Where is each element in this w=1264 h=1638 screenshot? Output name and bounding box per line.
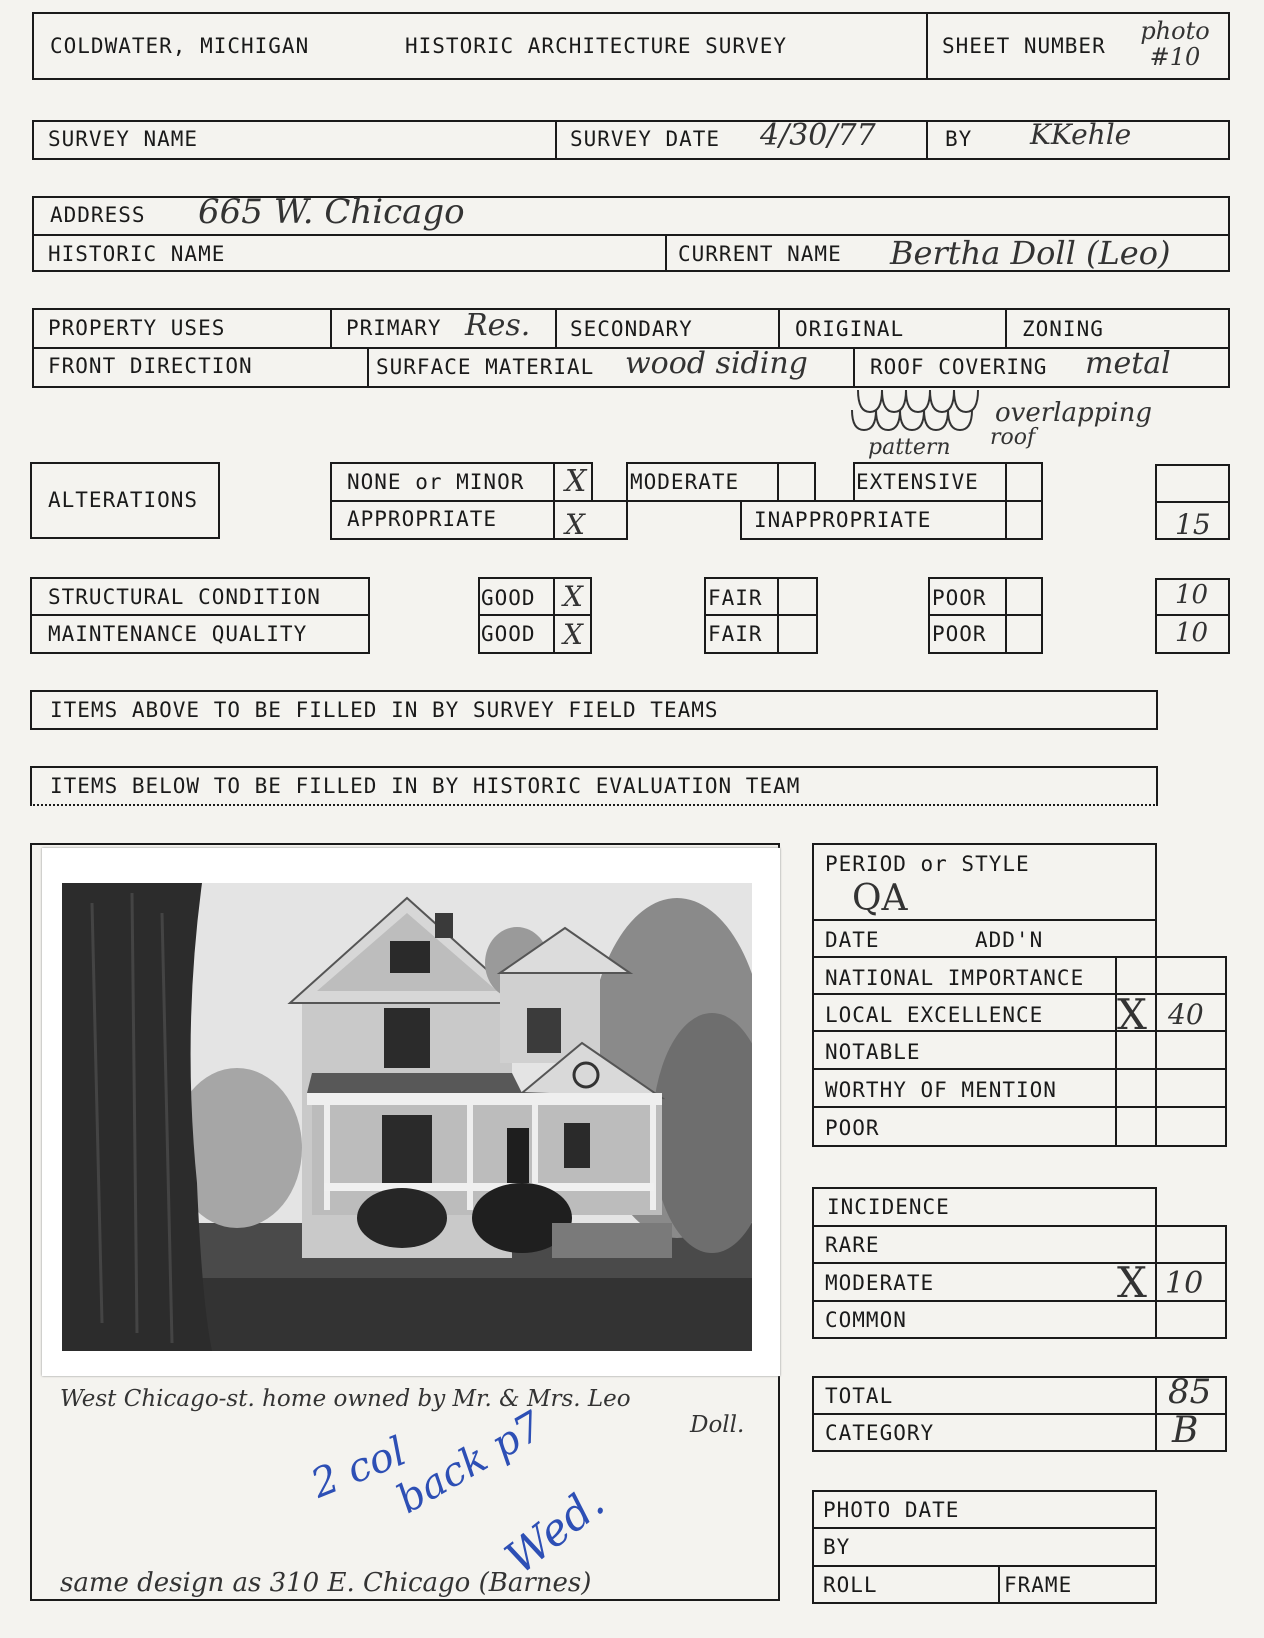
primary-label: PRIMARY: [346, 316, 442, 340]
moderate-label: MODERATE: [630, 470, 740, 494]
roof-covering-label: ROOF COVERING: [870, 355, 1048, 379]
alterations-score-line: [1155, 501, 1230, 503]
category-value: B: [1172, 1410, 1199, 1451]
roof-note-2: roof: [990, 425, 1036, 450]
surface-material-value: wood siding: [625, 346, 808, 381]
local-score: 40: [1168, 998, 1204, 1031]
photo-info-line-1: [812, 1527, 1157, 1529]
address-value: 665 W. Chicago: [198, 192, 465, 232]
blue-note-2: back p7: [389, 1403, 551, 1523]
total-label: TOTAL: [825, 1384, 894, 1408]
structural-score: 10: [1175, 580, 1209, 610]
address-label: ADDRESS: [50, 203, 146, 227]
secondary-label: SECONDARY: [570, 317, 693, 341]
blue-note-1: 2 col: [304, 1428, 413, 1508]
front-direction-label: FRONT DIRECTION: [48, 354, 253, 378]
city-label: COLDWATER, MICHIGAN: [50, 34, 310, 58]
worthy-label: WORTHY OF MENTION: [825, 1078, 1057, 1102]
poor-label-2: POOR: [932, 622, 987, 646]
photo-info-div: [998, 1565, 1000, 1604]
category-label: CATEGORY: [825, 1421, 935, 1445]
importance-line-2: [812, 1030, 1227, 1032]
maintenance-mark: X: [563, 618, 583, 651]
condition-score-line: [1155, 614, 1230, 616]
blue-note-3: Wed.: [495, 1476, 614, 1585]
zoning-label: ZONING: [1022, 317, 1104, 341]
inc-moderate-score: 10: [1165, 1266, 1204, 1301]
surface-material-label: SURFACE MATERIAL: [376, 355, 595, 379]
appropriate-mark: X: [565, 508, 585, 541]
importance-div-2: [1155, 956, 1157, 1147]
none-minor-label: NONE or MINOR: [347, 470, 525, 494]
poor-label-1: POOR: [932, 586, 987, 610]
national-label: NATIONAL IMPORTANCE: [825, 966, 1085, 990]
structural-mark: X: [563, 580, 583, 613]
property-div-1: [330, 308, 332, 348]
fair-label-2: FAIR: [708, 622, 763, 646]
appropriate-label: APPROPRIATE: [347, 507, 498, 531]
common-label: COMMON: [825, 1308, 907, 1332]
primary-value: Res.: [465, 308, 531, 343]
current-name-value: Bertha Doll (Leo): [890, 234, 1171, 272]
moderate-div: [777, 462, 779, 502]
photo-date-label: PHOTO DATE: [823, 1498, 960, 1522]
survey-date-value: 4/30/77: [760, 118, 876, 153]
original-label: ORIGINAL: [795, 317, 905, 341]
property-div-4: [1005, 308, 1007, 348]
inappropriate-label: INAPPROPRIATE: [754, 508, 932, 532]
property-uses-label: PROPERTY USES: [48, 316, 226, 340]
importance-line-1: [812, 993, 1227, 995]
fair-div: [777, 577, 779, 654]
above-note: ITEMS ABOVE TO BE FILLED IN BY SURVEY FIELD TEAMS: [50, 698, 719, 722]
bottom-note: same design as 310 E. Chicago (Barnes): [60, 1568, 592, 1598]
house-photo-image: [62, 883, 752, 1351]
roof-note-1: overlapping: [995, 398, 1152, 428]
header-divider: [926, 12, 928, 80]
local-label: LOCAL EXCELLENCE: [825, 1003, 1044, 1027]
notable-label: NOTABLE: [825, 1040, 921, 1064]
period-label: PERIOD or STYLE: [825, 852, 1030, 876]
none-check-right: [591, 462, 593, 502]
house-photograph: [42, 848, 780, 1376]
extensive-label: EXTENSIVE: [856, 470, 979, 494]
sheet-number-value: photo #10: [1140, 17, 1210, 71]
photo-caption-2: Doll.: [690, 1412, 745, 1438]
property-div-3: [778, 308, 780, 348]
property-div-2: [555, 308, 557, 348]
survey-title: HISTORIC ARCHITECTURE SURVEY: [405, 34, 788, 58]
maintenance-label: MAINTENANCE QUALITY: [48, 622, 308, 646]
rare-label: RARE: [825, 1233, 880, 1257]
addn-label: ADD'N: [975, 928, 1044, 952]
roof-covering-value: metal: [1085, 346, 1171, 381]
importance-line-3: [812, 1068, 1227, 1070]
date-label: DATE: [825, 928, 880, 952]
property-div-6: [853, 347, 855, 388]
period-value: QA: [852, 878, 908, 919]
incidence-line-1: [812, 1262, 1227, 1264]
by-label: BY: [945, 127, 973, 151]
condition-label-line: [30, 614, 370, 616]
period-line: [812, 919, 1157, 921]
importance-line-4: [812, 1106, 1227, 1108]
poor-div: [1005, 577, 1007, 654]
incidence-label: INCIDENCE: [827, 1195, 950, 1219]
none-minor-mark: X: [565, 464, 587, 499]
good-line: [478, 614, 592, 616]
survey-divider-2: [926, 120, 928, 160]
structural-label: STRUCTURAL CONDITION: [48, 585, 321, 609]
importance-div: [1115, 956, 1117, 1147]
frame-label: FRAME: [1004, 1573, 1073, 1597]
good-label-1: GOOD: [481, 586, 536, 610]
poor-line: [928, 614, 1043, 616]
eval-poor-label: POOR: [825, 1116, 880, 1140]
photo-caption-1: West Chicago-st. home owned by Mr. & Mrs. Leo: [60, 1386, 631, 1412]
total-value: 85: [1168, 1372, 1212, 1412]
inc-moderate-label: MODERATE: [825, 1271, 935, 1295]
address-divider: [665, 234, 667, 272]
survey-divider-1: [555, 120, 557, 160]
by-value: KKehle: [1030, 118, 1132, 151]
inc-moderate-mark: X: [1117, 1258, 1147, 1307]
current-name-label: CURRENT NAME: [678, 242, 842, 266]
maintenance-score: 10: [1175, 618, 1209, 648]
alterations-label: ALTERATIONS: [48, 488, 199, 512]
survey-name-label: SURVEY NAME: [48, 127, 199, 151]
alterations-score: 15: [1175, 508, 1211, 541]
below-note: ITEMS BELOW TO BE FILLED IN BY HISTORIC EVALUATION TEAM: [50, 774, 801, 798]
totals-div: [1155, 1376, 1157, 1452]
roof-note-3: pattern: [868, 435, 951, 460]
local-mark: X: [1117, 990, 1147, 1039]
historic-name-label: HISTORIC NAME: [48, 242, 226, 266]
totals-line: [812, 1413, 1227, 1415]
property-div-5: [367, 347, 369, 388]
incidence-div: [1155, 1225, 1157, 1339]
photo-by-label: BY: [823, 1535, 851, 1559]
fair-line: [704, 614, 818, 616]
survey-date-label: SURVEY DATE: [570, 127, 721, 151]
good-label-2: GOOD: [481, 622, 536, 646]
good-div: [553, 577, 555, 654]
roll-label: ROLL: [823, 1573, 878, 1597]
fair-label-1: FAIR: [708, 586, 763, 610]
sheet-number-label: SHEET NUMBER: [942, 34, 1106, 58]
photo-info-line-2: [812, 1565, 1157, 1567]
